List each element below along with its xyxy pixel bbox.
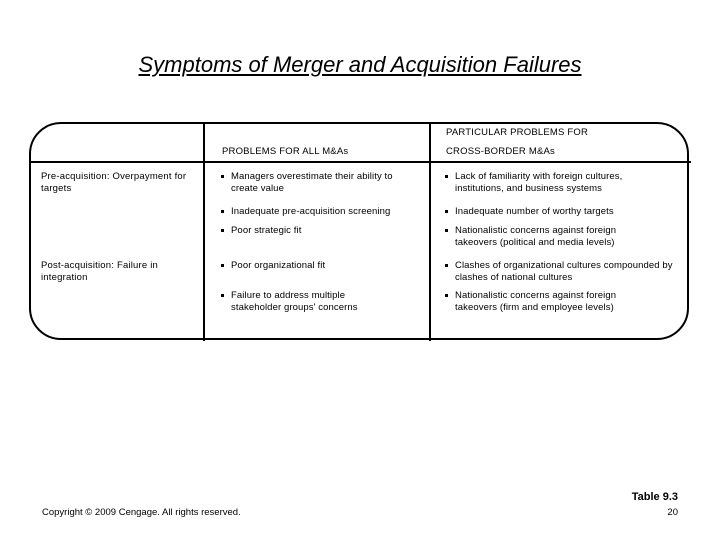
column-divider xyxy=(203,122,205,341)
page-title: Symptoms of Merger and Acquisition Failures xyxy=(138,52,582,77)
list-item: Nationalistic concerns against foreign takeovers (firm and employee levels) xyxy=(444,290,660,314)
header-cross-line1: PARTICULAR PROBLEMS FOR xyxy=(446,127,589,138)
list-item: Poor organizational fit xyxy=(220,260,421,272)
row-label-post: Post-acquisition: Failure in integration xyxy=(41,260,159,283)
table-label: Table 9.3 xyxy=(631,491,678,503)
list-item: Nationalistic concerns against foreign takeovers (political and media levels) xyxy=(444,225,660,249)
list-item: Inadequate pre-acquisition screening xyxy=(220,206,431,218)
list-item: Clashes of organizational cultures compounded by clashes of national cultures xyxy=(444,260,690,284)
column-divider xyxy=(429,122,431,341)
header-cross-line2: CROSS-BORDER M&As xyxy=(446,146,555,157)
header-all: PROBLEMS FOR ALL M&As xyxy=(222,146,349,157)
list-item: Inadequate number of worthy targets xyxy=(444,206,685,218)
list-item: Poor strategic fit xyxy=(220,225,421,237)
header-divider xyxy=(29,161,691,163)
list-item: Lack of familiarity with foreign cultures, institutions, and business systems xyxy=(444,171,670,195)
list-item: Managers overestimate their ability to create value xyxy=(220,171,421,195)
page-number: 20 xyxy=(667,507,678,518)
list-item: Failure to address multiple stakeholder groups' concerns xyxy=(220,290,391,314)
row-label-pre: Pre-acquisition: Overpayment for targets xyxy=(41,171,187,194)
copyright: Copyright © 2009 Cengage. All rights reserved. xyxy=(42,507,241,518)
